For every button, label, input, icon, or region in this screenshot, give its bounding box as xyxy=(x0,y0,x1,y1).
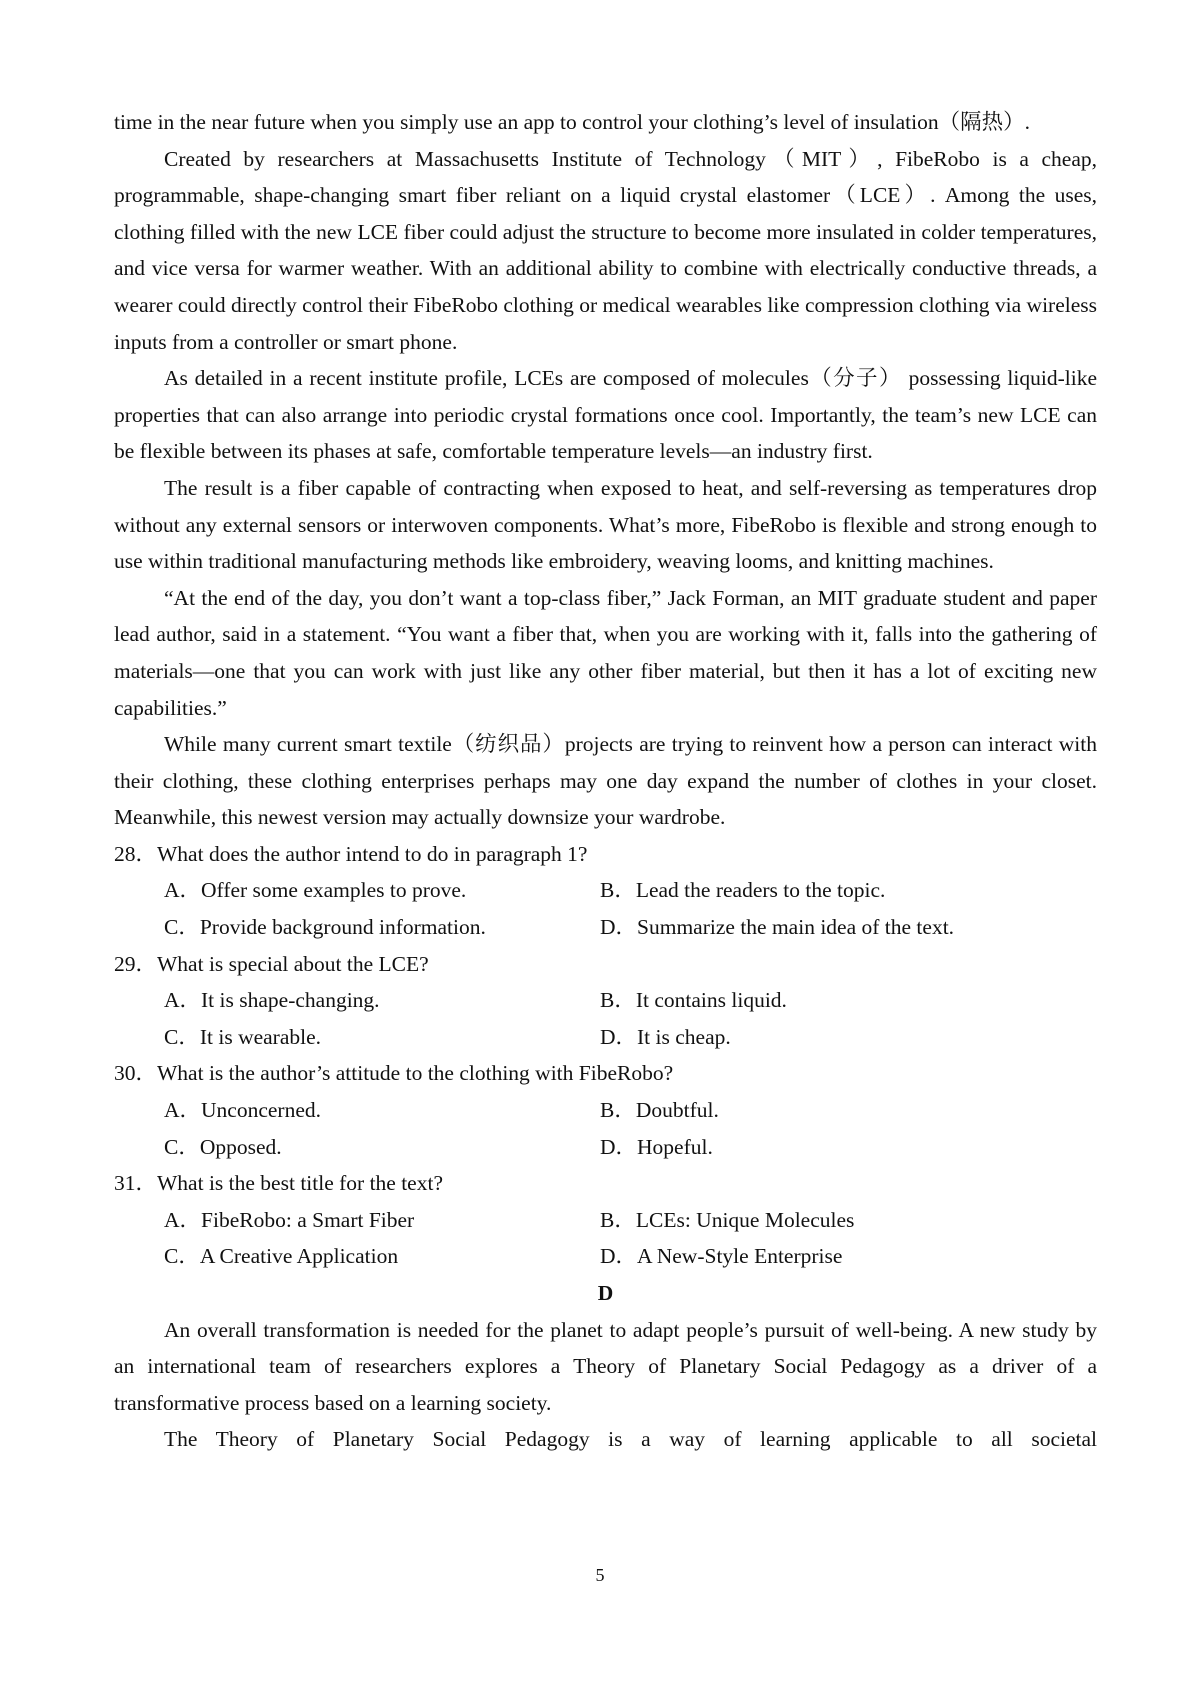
answer-option: C．A Creative Application xyxy=(164,1244,399,1269)
answer-option: D．A New-Style Enterprise xyxy=(600,1244,843,1269)
passage-c xyxy=(114,104,1097,836)
answer-option: D．Summarize the main idea of the text. xyxy=(600,915,955,940)
answer-options xyxy=(114,872,1097,945)
answer-option: D．It is cheap. xyxy=(600,1024,731,1049)
answer-option: D．Hopeful. xyxy=(600,1134,713,1159)
paragraph: “At the end of the day, you don’t want a top-class fiber,” Jack Forman, an MIT graduate student and paper lead author, said in a statement. “You want a fiber that, when you are working with it, falls into the gathering of materials—one that you can work with just like any other fiber material, but then it has a lot of exciting new capabilities.” xyxy=(114,585,1097,720)
paragraph: The result is a fiber capable of contracting when exposed to heat, and self-reversing as temperatures drop without any external sensors or interwoven components. What’s more, FibeRobo is flexible and strong enough to use within traditional manufacturing methods like embroidery, weaving looms, and knitting machines. xyxy=(114,475,1097,574)
answer-option: B．Lead the readers to the topic. xyxy=(600,878,886,903)
question xyxy=(114,1165,1097,1202)
answer-options xyxy=(114,1202,1097,1275)
document-page xyxy=(114,104,1097,1458)
section-heading: D xyxy=(597,1281,614,1305)
paragraph: time in the near future when you simply use an app to control your clothing’s level of insulation（隔热）. xyxy=(114,110,1030,134)
question xyxy=(114,1055,1097,1092)
answer-options xyxy=(114,1092,1097,1165)
paragraph: As detailed in a recent institute profile, LCEs are composed of molecules（分子） possessing liquid-like properties that can also arrange into periodic crystal formations once cool. Importantly, the team’s new LCE can be flexible between its phases at safe, comfortable temperature levels—an industry first. xyxy=(114,366,1097,464)
answer-option: C．Provide background information. xyxy=(164,915,486,940)
page-number: 5 xyxy=(595,1565,605,1585)
question-text: What is the best title for the text? xyxy=(157,1171,443,1196)
question-text: What does the author intend to do in paragraph 1? xyxy=(157,841,588,866)
passage-d xyxy=(114,1312,1097,1458)
question xyxy=(114,946,1097,983)
answer-options xyxy=(114,982,1097,1055)
answer-option: C．Opposed. xyxy=(164,1134,282,1159)
answer-option: A．FibeRobo: a Smart Fiber xyxy=(164,1207,415,1232)
answer-option: C．It is wearable. xyxy=(164,1024,322,1049)
answer-option: B．It contains liquid. xyxy=(600,988,787,1013)
question-text: What is the author’s attitude to the clothing with FibeRobo? xyxy=(157,1061,674,1086)
question xyxy=(114,836,1097,873)
answer-option: A．Offer some examples to prove. xyxy=(164,878,467,903)
answer-option: B．LCEs: Unique Molecules xyxy=(600,1207,855,1232)
question-number: 30． xyxy=(114,1061,158,1086)
answer-option: B．Doubtful. xyxy=(600,1098,719,1123)
question-number: 28． xyxy=(114,841,158,866)
answer-option: A．Unconcerned. xyxy=(164,1098,322,1123)
paragraph: Created by researchers at Massachusetts Institute of Technology（MIT）, FibeRobo is a cheap, programmable, shape-changing smart fiber reliant on a liquid crystal elastomer（LCE）. Among the uses, clothing filled with the new LCE fiber could adjust the structure to become more insulated in colder temperatures, and vice versa for warmer weather. With an additional ability to combine with electrically conductive threads, a wearer could directly control their FibeRobo clothing or medical wearables like compression clothing via wireless inputs from a controller or smart phone. xyxy=(114,146,1097,354)
paragraph: The Theory of Planetary Social Pedagogy is a way of learning applicable to all societal xyxy=(164,1427,1097,1452)
paragraph: While many current smart textile（纺织品）projects are trying to reinvent how a person can interact with their clothing, these clothing enterprises perhaps may one day expand the number of clothes in your closet. Meanwhile, this newest version may actually downsize your wardrobe. xyxy=(114,732,1097,830)
paragraph: An overall transformation is needed for the planet to adapt people’s pursuit of well-being. A new study by an international team of researchers explores a Theory of Planetary Social Pedagogy as a driver of a transformative process based on a learning society. xyxy=(114,1317,1097,1415)
question-number: 29． xyxy=(114,951,158,976)
question-text: What is special about the LCE? xyxy=(157,951,429,976)
answer-option: A．It is shape-changing. xyxy=(164,988,380,1013)
question-number: 31． xyxy=(114,1171,158,1196)
question-list xyxy=(114,836,1097,1275)
